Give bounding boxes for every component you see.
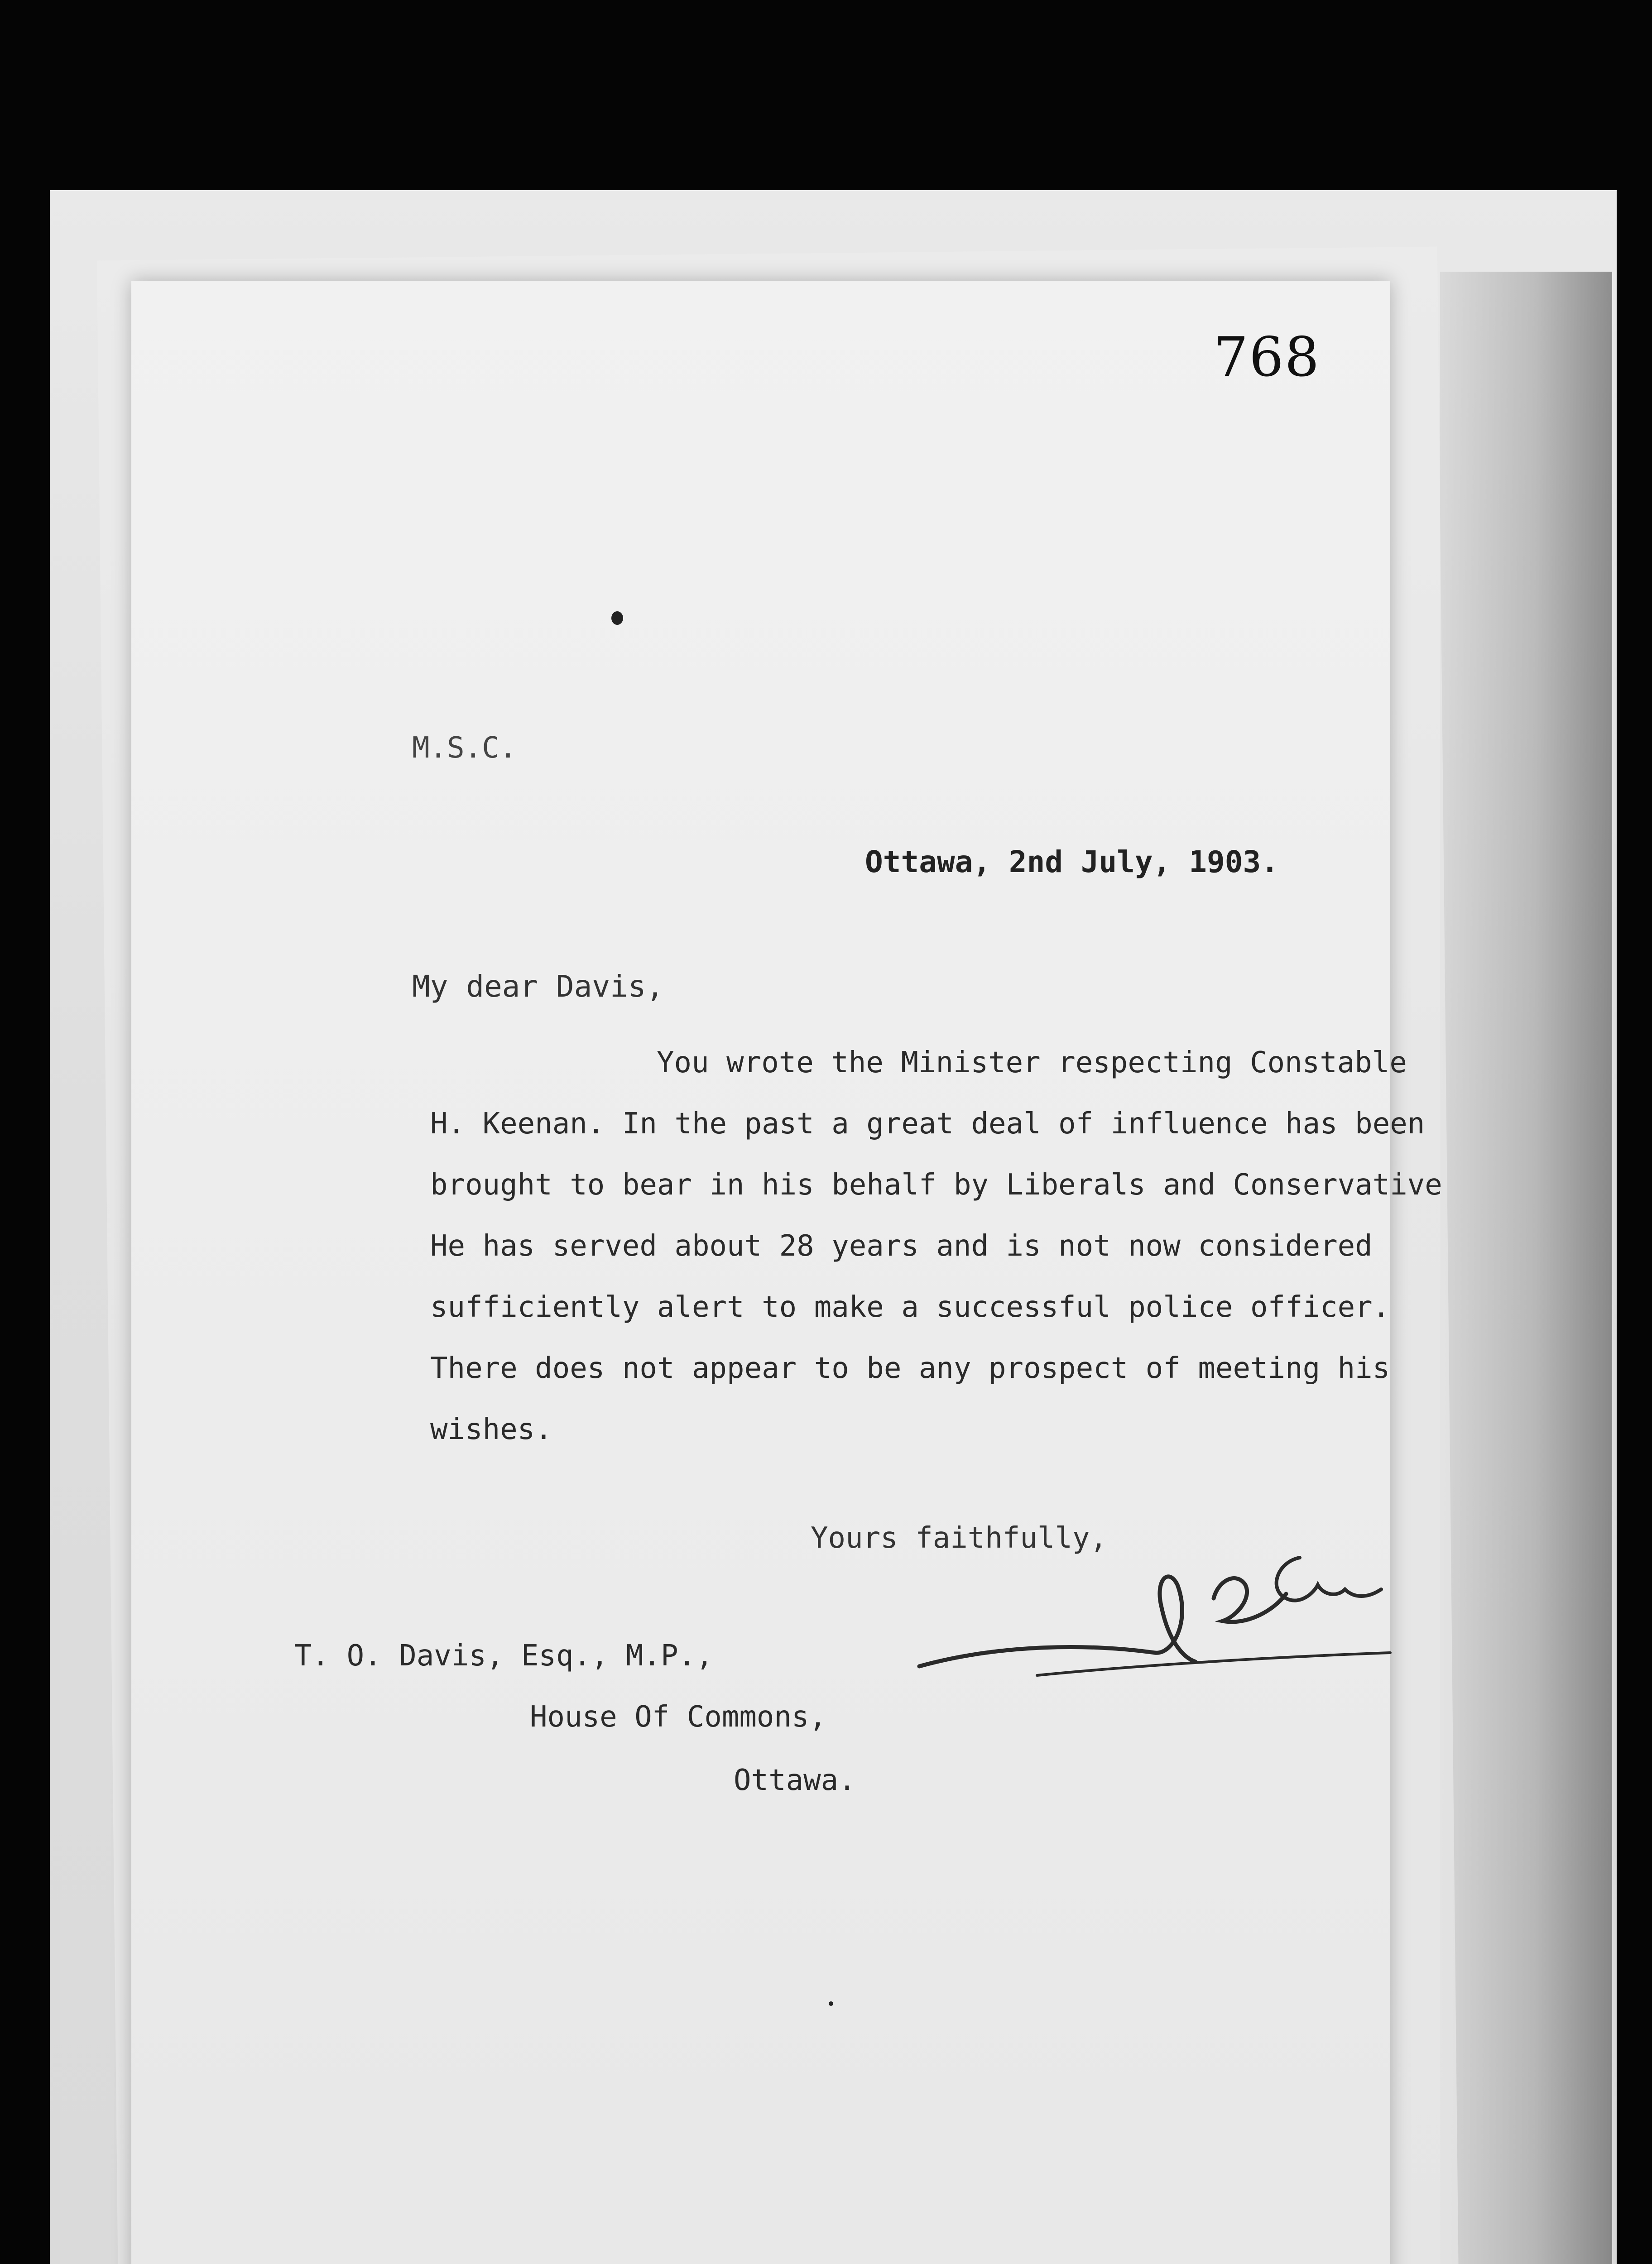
- reference-code: M.S.C.: [412, 731, 517, 765]
- recipient-name: T. O. Davis, Esq., M.P.,: [294, 1639, 713, 1673]
- body-line: You wrote the Minister respecting Constable: [657, 1046, 1407, 1079]
- letter-sheet: [131, 281, 1442, 2264]
- body-line: H. Keenan. In the past a great deal of influence has been: [430, 1107, 1425, 1141]
- ink-speck: [829, 2001, 833, 2006]
- handwritten-signature: [901, 1530, 1399, 1693]
- closing: Yours faithfully,: [811, 1521, 1108, 1555]
- plate-shadow-edge: [1440, 272, 1612, 2264]
- body-line: sufficiently alert to make a successful police officer.: [430, 1290, 1390, 1324]
- dateline: Ottawa, 2nd July, 1903.: [865, 844, 1279, 879]
- body-line: There does not appear to be any prospect of meeting his: [430, 1352, 1390, 1385]
- recipient-house: House Of Commons,: [530, 1700, 827, 1734]
- body-line: He has served about 28 years and is not now considered: [430, 1229, 1373, 1263]
- recipient-city: Ottawa.: [734, 1764, 856, 1797]
- ink-speck: [611, 611, 623, 625]
- folio-number: 768: [1214, 326, 1321, 389]
- body-line: wishes.: [430, 1413, 552, 1446]
- body-line: brought to bear in his behalf by Liberals and Conservative: [430, 1168, 1442, 1202]
- salutation: My dear Davis,: [412, 969, 664, 1004]
